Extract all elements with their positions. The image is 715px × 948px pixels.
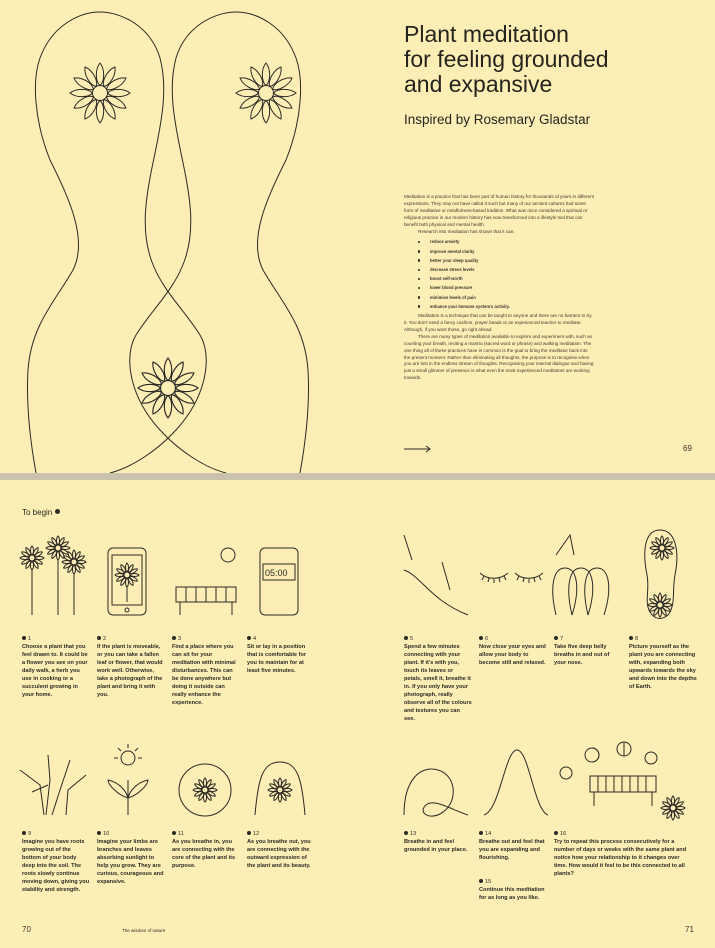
left-foot-heel-daisy: [138, 358, 198, 418]
step-7-breath-loops-illustration: [553, 535, 609, 615]
step-11-breathe-in-flower-illustration: [179, 764, 231, 816]
step-text: Imagine your limbs are branches and leaves absorbing sunlight to help you grow. They are curious, courageous and expansive.: [97, 839, 164, 885]
step-12: [247, 830, 315, 870]
step-16: [554, 830, 690, 878]
step-4: [247, 635, 315, 675]
timer-display: 05:00: [265, 568, 288, 578]
step-3: [172, 635, 240, 707]
list-item: better your sleep quality: [416, 256, 594, 265]
step-5: [404, 635, 472, 723]
step-text: Breathe in and feel grounded in your place.: [404, 839, 468, 853]
page-title: [404, 22, 704, 97]
step-7: [554, 635, 622, 667]
step-8-expanding-plant-illustration: [645, 530, 677, 618]
step-15: [479, 878, 547, 902]
step-number: 10: [97, 830, 165, 838]
page-number-71: 71: [685, 925, 694, 934]
step-5-touch-illustration: [404, 535, 468, 615]
step-text: Imagine you have roots growing out of the bottom of your body deep into the soil. The roots slowly continue moving down, giving you stability and strength.: [22, 839, 90, 893]
step-number: 13: [404, 830, 472, 838]
title-line-2: for feeling grounded: [404, 46, 609, 72]
step-14-expanding-arch-illustration: [484, 750, 548, 815]
step-1: [22, 635, 90, 699]
step-2: [97, 635, 165, 699]
to-begin-label: To begin: [22, 508, 53, 517]
list-item: minimise levels of pain: [416, 293, 594, 302]
paragraph-2: Meditation is a technique that can be taught to anyone and there are no barriers to try it. You don't need a fancy cushion, prayer beads or an experienced teacher to meditate. Although, if you want those, go right ahead.: [404, 313, 592, 332]
step-text: As you breathe in, you are connecting with the core of the plant and its purpose.: [172, 839, 236, 869]
left-foot-outline: [27, 12, 206, 473]
list-item: boost self-worth: [416, 274, 594, 283]
step-text: Choose a plant that you feel drawn to. It could be a flower you see on your daily walk, a herb you use in cooking or a succulent growing in your home.: [22, 644, 88, 698]
step-number: 14: [479, 830, 547, 838]
step-number: 12: [247, 830, 315, 838]
step-8: [629, 635, 697, 691]
benefits-list: [416, 237, 594, 311]
step-number: 16: [554, 830, 690, 838]
list-item: reduce anxiety: [416, 237, 594, 246]
paragraph-3: There are many types of meditation available to explore and experiment with, such as counting your breath, reciting a mantra (sacred word or phrase) and walking meditation. The one thing all of these practices have in common is the goal to bring the meditator back into the present moment. Rather than eliminating all thoughts, the purpose is to recognise when you are lost in the endless stream of thoughts. Recognising your internal dialogue and having just a small glimmer of presence is what even the most experienced meditators are working towards.: [404, 333, 594, 381]
step-text: As you breathe out, you are connecting with the outward expression of the plant and its beauty.: [247, 839, 311, 869]
step-number: 15: [479, 878, 547, 886]
step-number: 3: [172, 635, 240, 643]
step-6-closed-eyes-illustration: [480, 573, 543, 583]
step-text: Continue this meditation for as long as you like.: [479, 887, 545, 901]
step-number: 5: [404, 635, 472, 643]
right-foot-top-daisy: [236, 63, 296, 123]
page-number-70: 70: [22, 925, 31, 934]
right-foot-outline: [130, 12, 309, 473]
page-70-71: [0, 480, 715, 948]
step-13-grounded-loop-illustration: [404, 769, 468, 816]
step-3-bench-illustration: [176, 548, 236, 615]
step-text: Find a place where you can sit for your meditation with minimal disturbances. This can be done anywhere but doing it outside can really enhance the experience.: [172, 644, 236, 706]
step-text: Now close your eyes and allow your body to become still and relaxed.: [479, 644, 546, 666]
page-number-69: 69: [683, 444, 692, 453]
step-9: [22, 830, 90, 894]
step-number: 1: [22, 635, 90, 643]
step-number: 2: [97, 635, 165, 643]
step-12-breathe-out-flower-illustration: [255, 762, 305, 815]
left-foot-top-daisy: [70, 63, 130, 123]
step-11: [172, 830, 240, 870]
step-10: [97, 830, 165, 886]
step-number: 9: [22, 830, 90, 838]
step-number: 11: [172, 830, 240, 838]
step-6: [479, 635, 547, 667]
list-item: enhance your immune system's activity.: [416, 302, 594, 311]
step-number: 6: [479, 635, 547, 643]
step-text: Breathe out and feel that you are expanding and flourishing.: [479, 839, 545, 861]
arrow-right-icon[interactable]: [404, 444, 432, 454]
step-1-flowers-illustration: [20, 536, 86, 615]
page-69: [0, 0, 715, 473]
list-item: lower blood pressure: [416, 283, 594, 292]
step-number: 8: [629, 635, 697, 643]
step-2-photo-illustration: [108, 548, 146, 615]
step-text: Spend a few minutes connecting with your plant. If it's with you, touch its leaves or petals, smell it, breathe it in. If you only have your photograph, really observe all of the colours and textures you can see.: [404, 644, 472, 722]
intro-paragraph: Meditation is a practice that has been part of human history for thousands of years in different expressions. They may not have called it such but many of our ancient cultures had some form of meditative or mindfulness-based tradition. What was once considered a spiritual or religious practice in our modern history has now transformed into a lifestyle tool that can benefit both physical and mental health.: [404, 194, 594, 227]
step-16-seasons-illustration: [560, 742, 685, 820]
step-text: Try to repeat this process consecutively for a number of days or weeks with the same plant and notice how your relationship to it changes over time. How would it feel to be this connected to all plants?: [554, 839, 687, 877]
list-item: decrease stress levels: [416, 265, 594, 274]
subtitle: Inspired by Rosemary Gladstar: [404, 112, 591, 127]
step-text: Take five deep belly breaths in and out of your nose.: [554, 644, 610, 666]
step-number: 4: [247, 635, 315, 643]
step-text: Sit or lay in a position that is comfortable for you to maintain for at least five minutes.: [247, 644, 307, 674]
article-body: [404, 194, 594, 382]
right-foot-heel-daisy: [138, 358, 198, 418]
step-4-timer-phone-illustration: [260, 548, 298, 615]
step-14: [479, 830, 547, 862]
step-13: [404, 830, 472, 854]
title-line-3: and expansive: [404, 71, 553, 97]
research-intro: Research into meditation has shown that it can:: [418, 228, 515, 234]
step-text: If the plant is moveable, or you can take a fallen leaf or flower, that would work well. Otherwise, take a photograph of the plant and bring it with you.: [97, 644, 163, 698]
running-footer-title: The wisdom of nature: [122, 928, 166, 933]
list-item: improve mental clarity: [416, 247, 594, 256]
title-line-1: Plant meditation: [404, 21, 569, 47]
step-number: 7: [554, 635, 622, 643]
step-9-roots-illustration: [20, 755, 86, 815]
step-10-sun-branches-illustration: [108, 744, 148, 815]
step-text: Picture yourself as the plant you are connecting with, expanding both upwards towards the sky and down into the depths of Earth.: [629, 644, 697, 690]
